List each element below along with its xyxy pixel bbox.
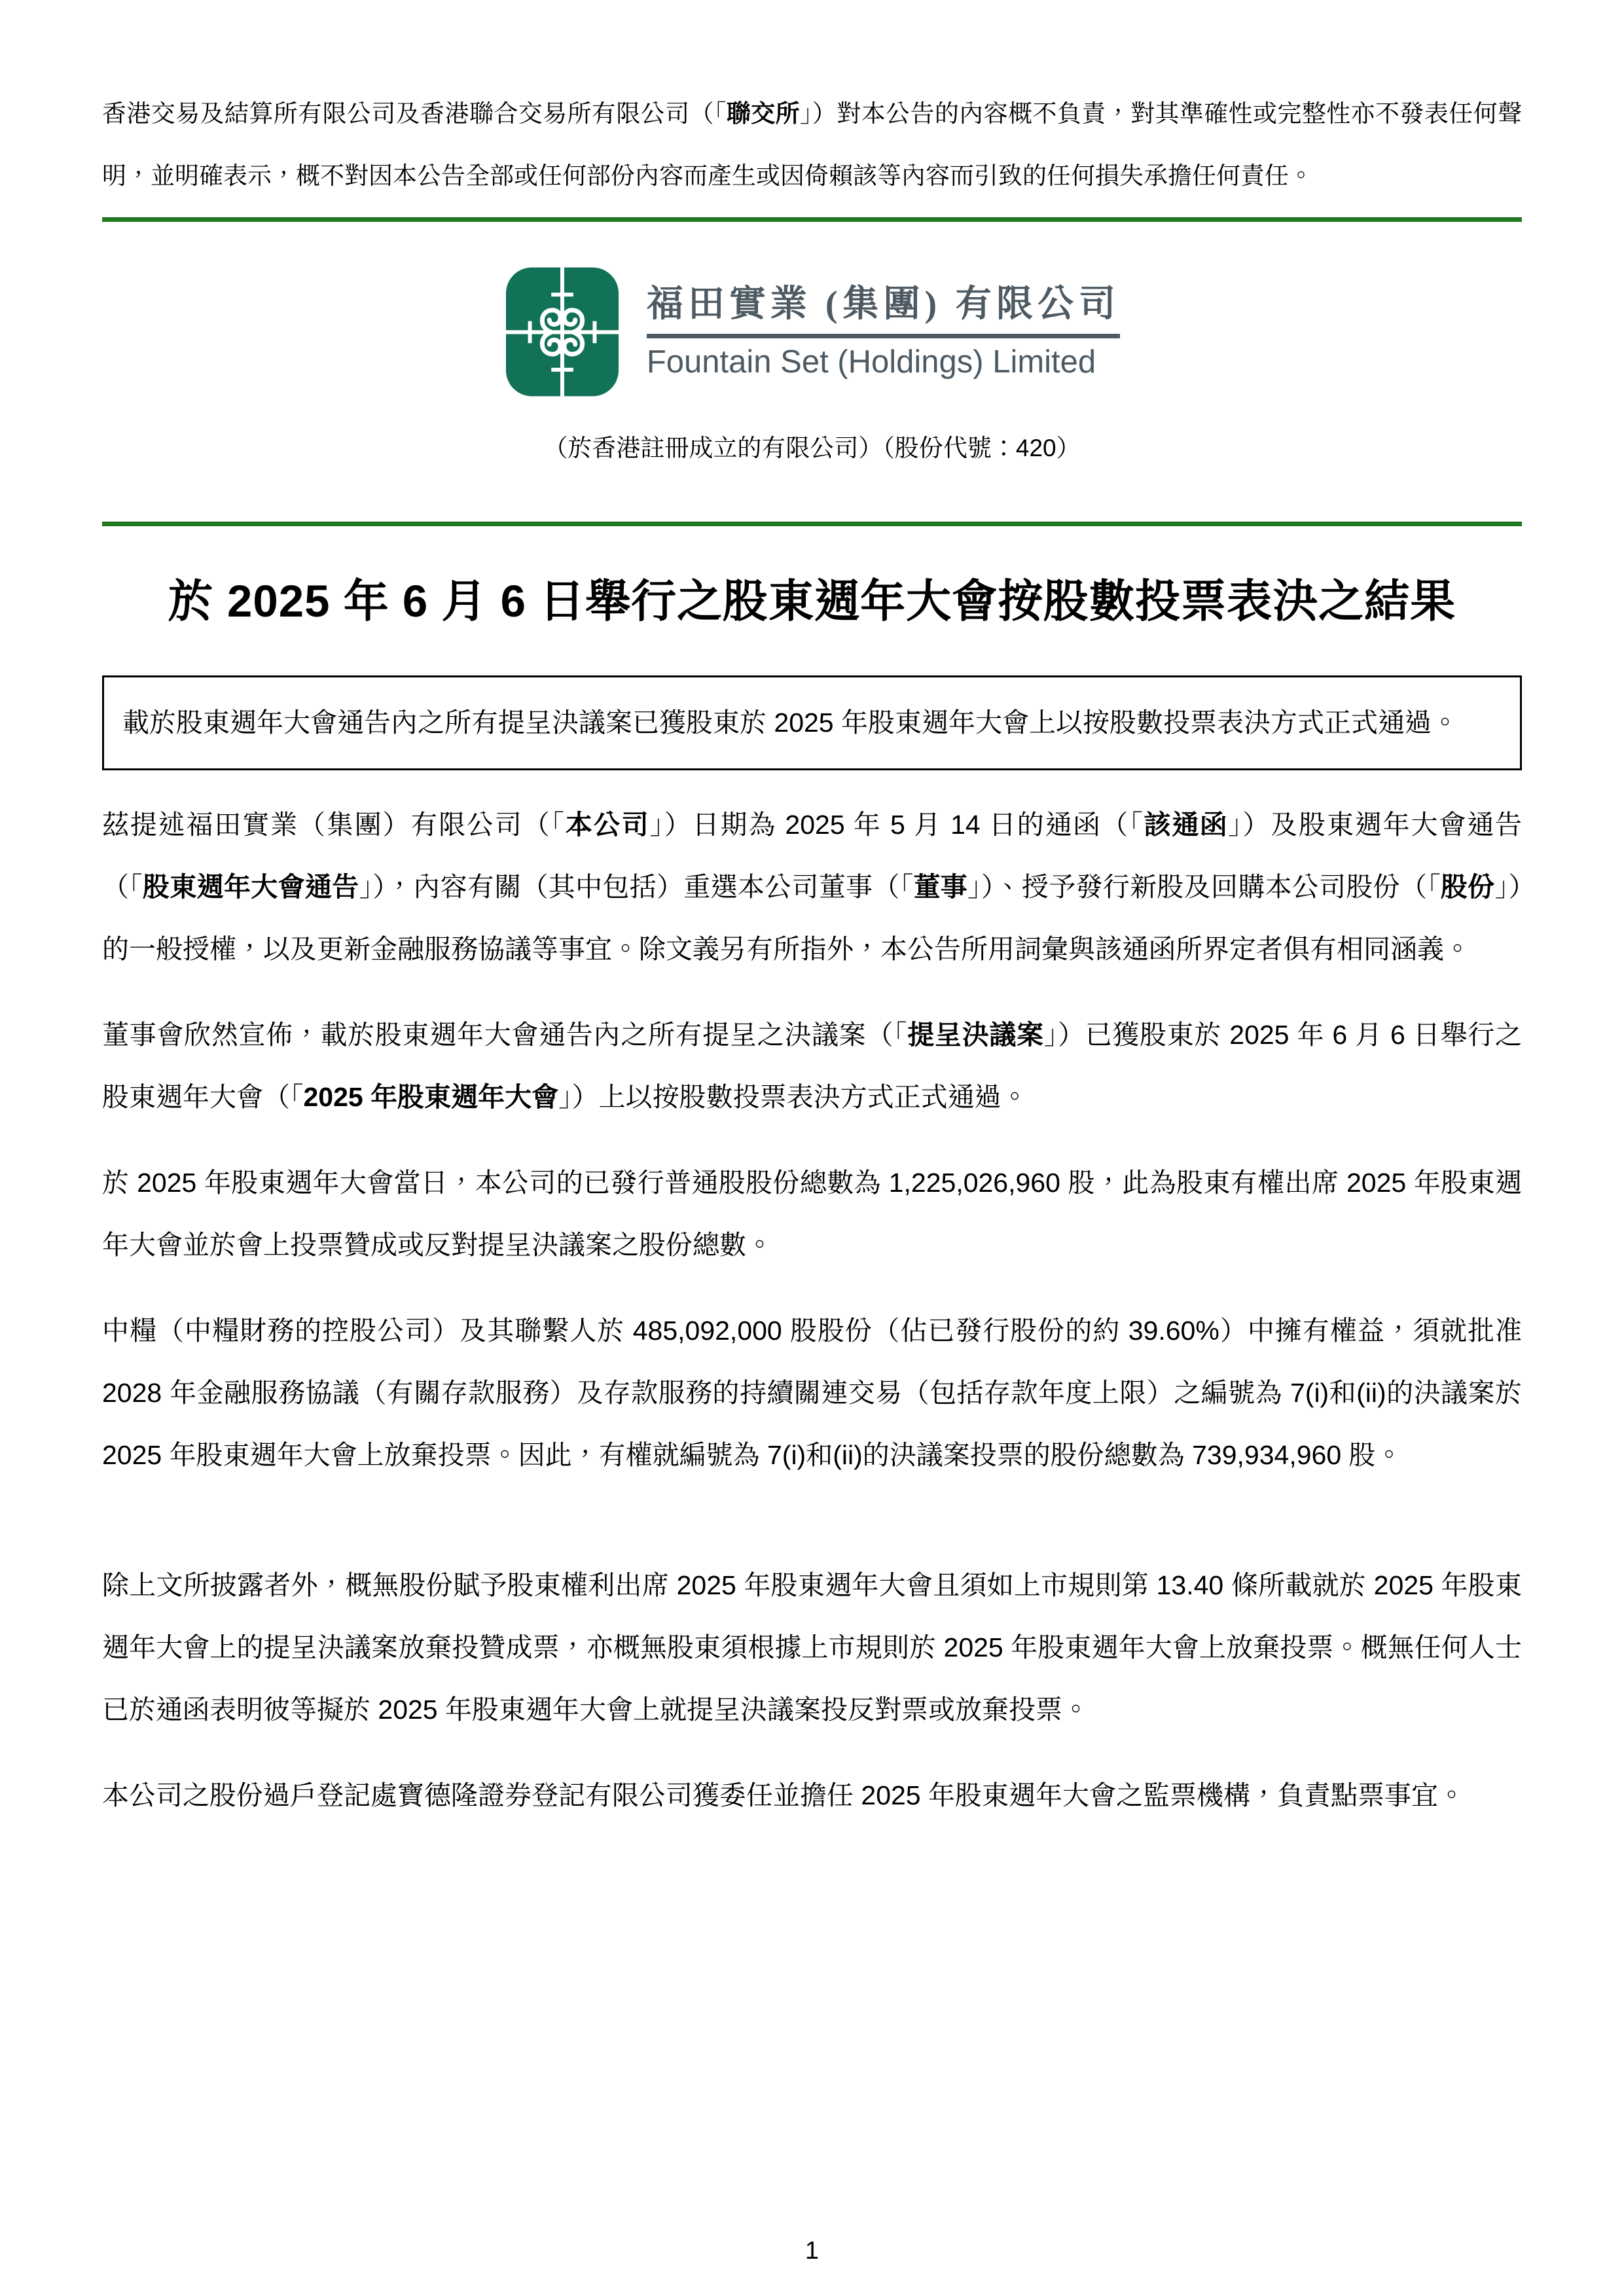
page-number: 1 — [804, 2237, 820, 2265]
incorporation-line: （於香港註冊成立的有限公司）（股份代號：420） — [543, 435, 1081, 461]
paragraph-board-announcement: 董事會欣然宣佈，載於股東週年大會通告內之所有提呈之決議案（「提呈決議案」）已獲股東於 2025 年 6 月 6 日舉行之股東週年大會（「2025 年股東週年大會」）上以按股數投票表決方式正式通過。 — [102, 1020, 1522, 1113]
exchange-disclaimer-text: 香港交易及結算所有限公司及香港聯合交易所有限公司（「聯交所」）對本公告的內容概不負責，對其準確性或完整性亦不發表任何聲明，並明確表示，概不對因本公告全部或任何部份內容而產生或因倚賴該等內容而引致的任何損失承擔任何責任。 — [102, 100, 1523, 189]
paragraph-circular-reference: 茲提述福田實業（集團）有限公司（「本公司」）日期為 2025 年 5 月 14 日的通函（「該通函」）及股東週年大會通告（「股東週年大會通告」），內容有關（其中包括）重選本公司董事（「董事」）、授予發行新股及回購本公司股份（「股份」）的一般授權，以及更新金融服務協議等事宜。除文義另有所指外，本公告所用詞彙與該通函所界定者俱有相同涵義。 — [102, 810, 1523, 965]
brand-divider-line — [647, 334, 1120, 338]
paragraph-cofco-abstention: 中糧（中糧財務的控股公司）及其聯繫人於 485,092,000 股股份（佔已發行股份的約 39.60%）中擁有權益，須就批准 2028 年金融服務協議（有關存款服務）及存款服務的持續關連交易（包括存款年度上限）之編號為 7(i)和(ii)的決議案於 2025 年股東週年大會上放棄投票。因此，有權就編號為 7(i)和(ii)的決議案投票的股份總數為 739,934,960 股。 — [102, 1316, 1522, 1471]
paragraph-total-issued-shares: 於 2025 年股東週年大會當日，本公司的已發行普通股股份總數為 1,225,026,960 股，此為股東有權出席 2025 年股東週年大會並於會上投票贊成或反對提呈決議案之股份總數。 — [102, 1168, 1522, 1261]
highlight-box-text: 載於股東週年大會通告內之所有提呈決議案已獲股東於 2025 年股東週年大會上以按股數投票表決方式正式通過。 — [122, 708, 1458, 738]
company-name-english: Fountain Set (Holdings) Limited — [646, 344, 1096, 380]
paragraph-scrutineer: 本公司之股份過戶登記處寶德隆證券登記有限公司獲委任並擔任 2025 年股東週年大會之監票機構，負責點票事宜。 — [102, 1780, 1465, 1811]
top-divider-line — [102, 217, 1522, 222]
company-logo — [102, 265, 1522, 399]
paragraph-no-other-abstention: 除上文所披露者外，概無股份賦予股東權利出席 2025 年股東週年大會且須如上市規則第 13.40 條所載就於 2025 年股東週年大會上的提呈決議案放棄投贊成票，亦概無股東須根據上市規則於 2025 年股東週年大會上放棄投票。概無任何人士已於通函表明彼等擬於 2025 年股東週年大會上就提呈決議案投反對票或放棄投票。 — [102, 1570, 1522, 1725]
approval-highlight-box — [102, 675, 1522, 770]
fountain-set-logo-icon — [504, 265, 621, 399]
page-title: 於 2025 年 6 月 6 日舉行之股東週年大會按股數投票表決之結果 — [168, 576, 1456, 627]
company-name-chinese: 福田實業 (集團) 有限公司 — [646, 284, 1121, 325]
company-name-block — [647, 283, 1120, 380]
section-divider-line — [102, 522, 1522, 526]
